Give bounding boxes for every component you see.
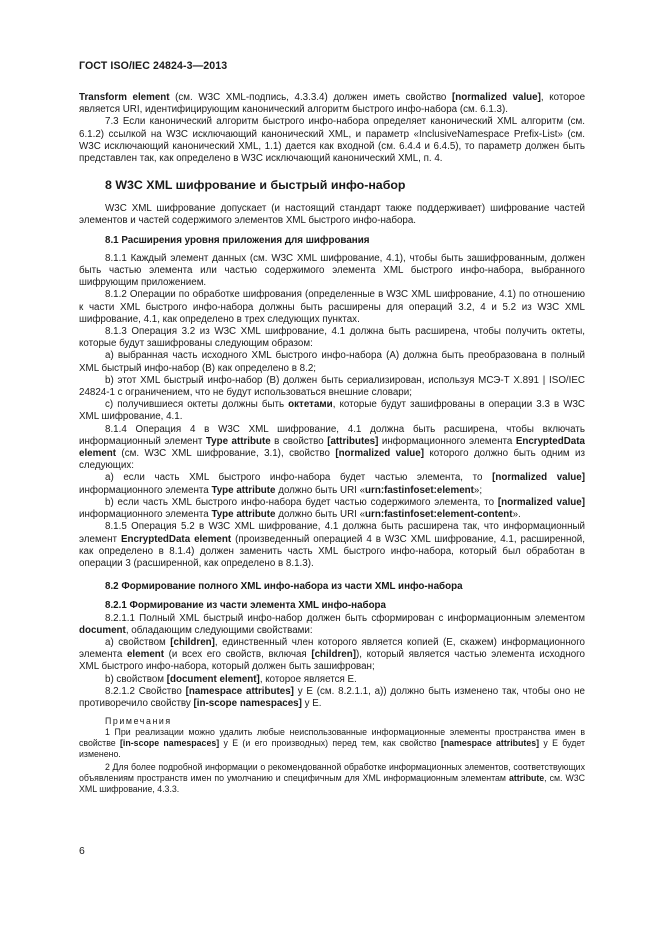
- section-8-2-heading: 8.2 Формирование полного XML инфо-набора из части XML инфо-набора: [105, 581, 463, 593]
- list-item-8-1-4-b: b) если часть XML быстрого инфо-набора будет частью содержимого элемента, то [normalized value] информационного элемента Type attribute должно быть URI «urn:fastinfoset:element-content».: [79, 496, 585, 521]
- list-item-8-1-3-c: c) получившиеся октеты должны быть октетами, которые будут зашифрованы в операции 3.3 в W3C XML шифрование, 4.1.: [79, 399, 586, 423]
- section-8-1-heading: 8.1 Расширения уровня приложения для шифрования: [105, 234, 370, 246]
- paragraph-8-2-1-2: 8.2.1.2 Свойство [namespace attributes] у E (см. 8.2.1.1, а)) должно быть изменено так, чтобы оно не противоречило свойству [in-scope namespaces] у E.: [79, 685, 585, 709]
- note-1: 1 При реализации можно удалить любые неиспользованные информационные элементы пространства имен в свойстве [in-scope namespaces] у E (и его производных) перед тем, как свойство [namespace attributes] у E будет изменено.: [79, 727, 585, 760]
- document-body: [79, 92, 585, 795]
- list-item-8-2-1-1-b: b) свойством [document element], которое является E.: [105, 673, 357, 685]
- list-item-8-1-3-b: b) этот XML быстрый инфо-набор (B) должен быть сериализирован, используя МСЭ-Т X.891 | ISO/IEC 24824-1 с ограничением, что не будут использоваться внешние словари;: [79, 374, 585, 399]
- page-header: ГОСТ ISO/IEC 24824-3—2013: [79, 60, 228, 72]
- page-number: 6: [79, 846, 85, 857]
- paragraph-8-1-2: 8.1.2 Операции по обработке шифрования (определенные в W3C XML шифрование, 4.1) по отношению к части XML быстрого инфо-набора должны быть расширены для операций 3.2, 4 и 5.2 из W3C XML шифрование, 4.1, как определено в трех следующих пунктах.: [79, 289, 585, 325]
- section-8-heading: 8 W3C XML шифрование и быстрый инфо-набор: [105, 178, 406, 193]
- paragraph-8-1-5: 8.1.5 Операция 5.2 в W3C XML шифрование, 4.1 должна быть расширена так, что информационный элемент EncryptedData element (произведенный операцией 4 в W3C XML шифрование, 4.1, расширенной, как определено в 8.1.4) должен заменить часть XML быстрого инфо-набора, который был обработан в операции 3 (расширенной, как определено в 8.1.3).: [79, 521, 585, 569]
- note-2: 2 Для более подробной информации о рекомендованной обработке информационных элементов, соответствующих объявлениям пространств имен по умолчанию и специфичным для XML информационным элементам attribute, см. W3C XML шифрование, 4.3.3.: [79, 762, 585, 795]
- section-8-intro: W3C XML шифрование допускает (и настоящий стандарт также поддерживает) шифрование частей элементов и частей содержимого элементов XML быстрого инфо-набора.: [79, 203, 585, 227]
- paragraph-8-1-1: 8.1.1 Каждый элемент данных (см. W3C XML шифрование, 4.1), чтобы быть зашифрованным, должен быть частью элемента или частью содержимого элемента XML быстрого инфо-набора, выбранного шифрующим приложением.: [79, 252, 585, 289]
- list-item-8-1-3-a: a) выбранная часть исходного XML быстрого инфо-набора (A) должна быть преобразована в полный XML быстрый инфо-набор (B) как определено в 8.2;: [79, 350, 585, 374]
- paragraph-8-2-1-1: 8.2.1.1 Полный XML быстрый инфо-набор должен быть сформирован с информационным элементом document, обладающим следующими свойствами:: [79, 612, 585, 636]
- paragraph-8-1-3: 8.1.3 Операция 3.2 из W3C XML шифрование, 4.1 должна быть расширена, чтобы получить октеты, которые будут зашифрованы следующим образом:: [79, 326, 585, 350]
- section-8-2-1-heading: 8.2.1 Формирование из части элемента XML инфо-набора: [105, 600, 386, 612]
- list-item-8-1-4-a: a) если часть XML быстрого инфо-набора будет частью элемента, то [normalized value] информационного элемента Type attribute должно быть URI «urn:fastinfoset:element»;: [79, 472, 586, 496]
- paragraph-transform-element: Transform element (см. W3C XML-подпись, 4.3.3.4) должен иметь свойство [normalized value], которое является URI, идентифицирующим канонический алгоритм быстрого инфо-набора (см. 6.1.3).: [79, 92, 586, 116]
- notes-heading: Примечания: [105, 716, 172, 727]
- paragraph-8-1-4: 8.1.4 Операция 4 в W3C XML шифрование, 4.1 должна быть расширена, чтобы включать информационный элемент Type attribute в свойство [attributes] информационного элемента EncryptedData element (см. W3C XML шифрование, 3.1), свойство [normalized value] которого должно быть одним из следующих:: [79, 423, 586, 472]
- paragraph-7-3: 7.3 Если канонический алгоритм быстрого инфо-набора определяет канонический XML алгоритм (см. 6.1.2) ссылкой на W3C исключающий канонический XML, и параметр «InclusiveNamespace Prefix-List» (см. W3C исключающий канонический XML, 1.1) дается как входной (см. 6.4.4 и 6.4.5), то параметр должен быть представлен так, как определено в W3C исключающий канонический XML, п. 4.: [79, 116, 585, 165]
- list-item-8-2-1-1-a: a) свойством [children], единственный член которого является копией (E, скажем) информационного элемента element (и всех его свойств, включая [children]), который является частью элемента исходного XML быстрого инфо-набора, который должен быть зашифрован;: [79, 636, 586, 673]
